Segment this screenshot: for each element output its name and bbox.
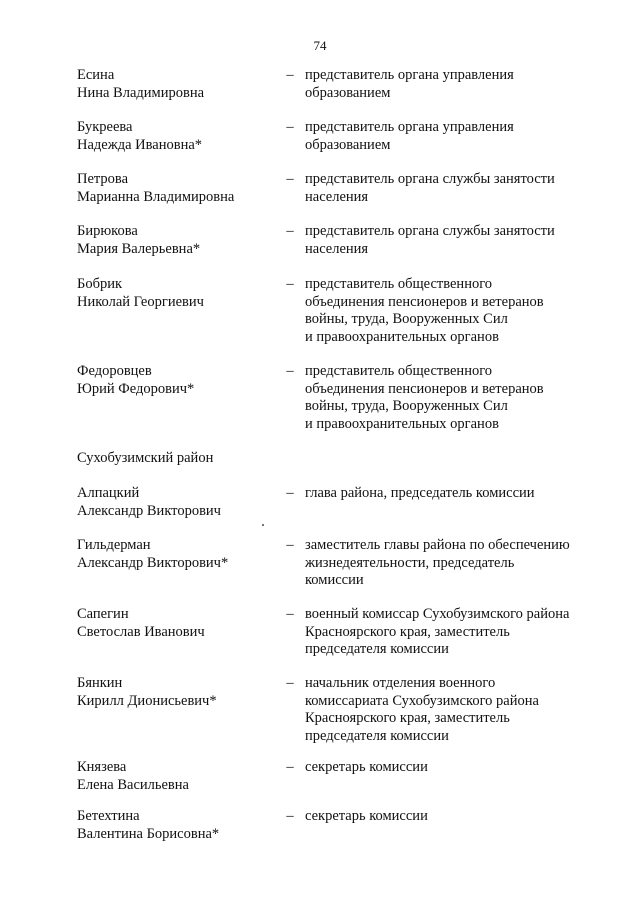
member-given-name: Марианна Владимировна — [77, 188, 235, 205]
role-line: и правоохранительных органов — [305, 415, 499, 432]
member-name — [77, 67, 277, 102]
member-given-name: Александр Викторович* — [77, 554, 229, 571]
dash-separator: – — [286, 223, 294, 239]
role-line: председателя комиссии — [305, 641, 449, 657]
member-name — [77, 119, 277, 154]
member-role — [305, 67, 615, 102]
role-line: Красноярского края, заместитель — [305, 710, 510, 726]
member-given-name: Александр Викторович — [77, 502, 221, 519]
member-role — [305, 171, 615, 206]
member-name — [77, 363, 277, 398]
role-line: населения — [305, 240, 369, 257]
member-given-name: Надежда Ивановна* — [77, 136, 203, 153]
role-line: представитель органа службы занятости — [305, 223, 555, 239]
role-line: войны, труда, Вооруженных Сил — [305, 398, 508, 414]
role-line: представитель общественного — [305, 276, 493, 292]
member-surname: Петрова — [77, 171, 129, 187]
member-name — [77, 606, 277, 641]
role-line: образованием — [305, 84, 391, 101]
role-line: заместитель главы района по обеспечению — [305, 537, 570, 553]
member-surname: Букреева — [77, 119, 133, 135]
member-given-name: Николай Георгиевич — [77, 293, 204, 310]
member-name — [77, 675, 277, 710]
member-given-name: Елена Васильевна — [77, 776, 189, 793]
member-given-name: Мария Валерьевна* — [77, 240, 201, 257]
dash-separator: – — [286, 363, 294, 379]
member-given-name: Юрий Федорович* — [77, 380, 195, 397]
page-number: 74 — [313, 38, 327, 53]
role-line: образованием — [305, 136, 391, 153]
role-line: начальник отделения военного — [305, 675, 496, 691]
member-name — [77, 171, 277, 206]
member-surname: Бобрик — [77, 276, 123, 292]
dash-separator: – — [286, 171, 294, 187]
member-surname: Сапегин — [77, 606, 129, 622]
role-line: представитель органа службы занятости — [305, 171, 555, 187]
role-line: секретарь комиссии — [305, 759, 428, 775]
member-role — [305, 363, 615, 433]
member-role — [305, 606, 615, 659]
member-name — [77, 485, 277, 520]
member-surname: Алпацкий — [77, 485, 140, 501]
role-line: комиссариата Сухобузимского района — [305, 692, 539, 709]
role-line: Красноярского края, заместитель — [305, 623, 510, 640]
role-line: объединения пенсионеров и ветеранов — [305, 293, 544, 310]
member-role — [305, 485, 615, 503]
member-name — [77, 759, 277, 794]
role-line: войны, труда, Вооруженных Сил — [305, 311, 508, 327]
member-role — [305, 675, 615, 745]
member-role — [305, 119, 615, 154]
dash-separator: – — [286, 808, 294, 824]
member-role — [305, 223, 615, 258]
member-given-name: Кирилл Дионисьевич* — [77, 692, 217, 709]
role-line: представитель органа управления — [305, 119, 514, 135]
role-line: секретарь комиссии — [305, 808, 428, 824]
role-line: жизнедеятельности, председатель — [305, 554, 515, 571]
member-surname: Князева — [77, 759, 127, 775]
member-surname: Бетехтина — [77, 808, 140, 824]
section-heading: Сухобузимский район — [77, 450, 214, 466]
role-line: военный комиссар Сухобузимского района — [305, 606, 570, 622]
role-line: представитель общественного — [305, 363, 493, 379]
member-given-name: Светослав Иванович — [77, 623, 205, 640]
scan-speck — [262, 524, 264, 526]
member-given-name: Нина Владимировна — [77, 84, 205, 101]
role-line: объединения пенсионеров и ветеранов — [305, 380, 544, 397]
role-line: населения — [305, 188, 369, 205]
role-line: председателя комиссии — [305, 727, 449, 744]
dash-separator: – — [286, 606, 294, 622]
dash-separator: – — [286, 759, 294, 775]
member-role — [305, 276, 615, 346]
dash-separator: – — [286, 675, 294, 691]
role-line: комиссии — [305, 572, 364, 588]
role-line: и правоохранительных органов — [305, 328, 499, 345]
dash-separator: – — [286, 537, 294, 553]
member-name — [77, 537, 277, 572]
member-surname: Федоровцев — [77, 363, 152, 379]
member-role — [305, 759, 615, 777]
member-role — [305, 537, 615, 590]
member-given-name: Валентина Борисовна* — [77, 825, 220, 842]
member-name — [77, 808, 277, 843]
dash-separator: – — [286, 67, 294, 83]
dash-separator: – — [286, 119, 294, 135]
member-surname: Есина — [77, 67, 115, 83]
member-surname: Бирюкова — [77, 223, 138, 239]
member-name — [77, 276, 277, 311]
member-surname: Гильдерман — [77, 537, 151, 553]
member-surname: Бянкин — [77, 675, 123, 691]
dash-separator: – — [286, 485, 294, 501]
dash-separator: – — [286, 276, 294, 292]
role-line: представитель органа управления — [305, 67, 514, 83]
member-role — [305, 808, 615, 826]
member-name — [77, 223, 277, 258]
role-line: глава района, председатель комиссии — [305, 485, 535, 501]
